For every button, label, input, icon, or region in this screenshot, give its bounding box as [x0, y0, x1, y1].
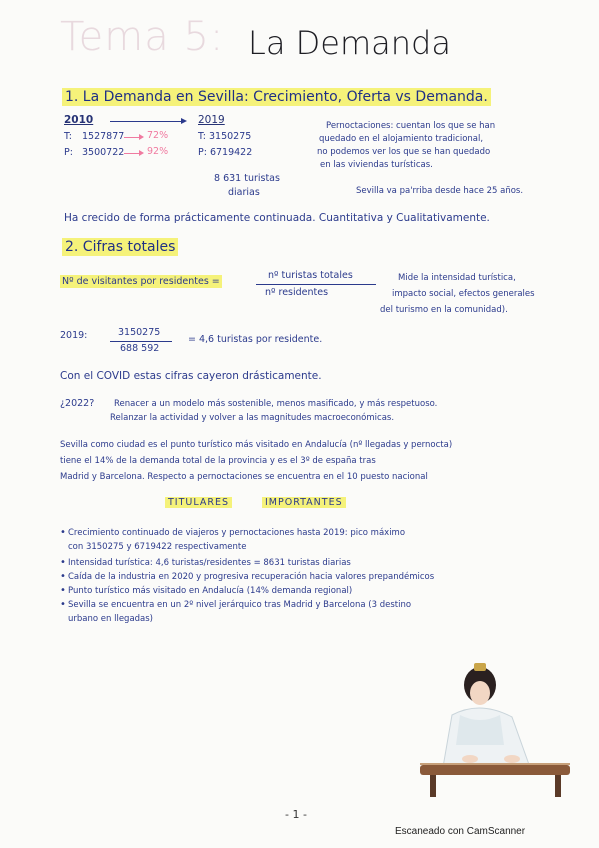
year-to: 2019 — [198, 114, 225, 126]
section2-heading: 2. Cifras totales — [62, 238, 178, 256]
formula-note-3: del turismo en la comunidad). — [380, 305, 508, 315]
bullet-dot: • — [60, 585, 66, 596]
page-title: La Demanda — [248, 24, 451, 62]
p-from: 3500722 — [82, 147, 125, 158]
t-pct: 72% — [147, 130, 169, 141]
year-from: 2010 — [64, 114, 94, 126]
calc-denominator: 688 592 — [120, 343, 160, 354]
calc-result: = 4,6 turistas por residente. — [188, 334, 323, 345]
p-label: P: — [64, 147, 73, 158]
p-arrow — [124, 153, 142, 154]
titular-item-cont: con 3150275 y 6719422 respectivamente — [68, 542, 247, 552]
note-line-1: Pernoctaciones: cuentan los que se han — [326, 121, 496, 131]
formula-note-1: Mide la intensidad turística, — [398, 273, 516, 283]
sevilla-line-3: Madrid y Barcelona. Respecto a pernoctaciones se encuentra en el 10 puesto nacional — [60, 472, 428, 482]
titulares-heading-b: IMPORTANTES — [262, 497, 346, 508]
table-leg — [555, 775, 561, 797]
title-topic: Tema 5: — [60, 14, 225, 60]
table-leg — [430, 775, 436, 797]
page-number: - 1 - — [285, 808, 307, 821]
q2022-line-1: Renacer a un modelo más sostenible, menos masificado, y más respetuoso. — [114, 399, 438, 409]
t-from: 1527877 — [82, 131, 125, 142]
formula-denominator: nº residentes — [265, 287, 329, 298]
note-line-2: quedado en el alojamiento tradicional, — [319, 134, 484, 144]
note-line-3: no podemos ver los que se han quedado — [317, 147, 491, 157]
titulares-heading-a: TITULARES — [165, 497, 232, 508]
crown-shape — [474, 663, 486, 671]
titular-item: Sevilla se encuentra en un 2º nivel jerárquico tras Madrid y Barcelona (3 destino — [68, 600, 412, 610]
formula-note-2: impacto social, efectos generales — [392, 289, 535, 299]
bullet-dot: • — [60, 557, 66, 568]
guqin-strings — [420, 763, 570, 765]
note-line-4: en las viviendas turísticas. — [320, 160, 433, 170]
bullet-dot: • — [60, 527, 66, 538]
q2022-line-2: Relanzar la actividad y volver a las magnitudes macroeconómicas. — [110, 413, 395, 423]
titular-item: Caída de la industria en 2020 y progresiva recuperación hacia valores prepandémicos — [68, 572, 435, 582]
calc-numerator: 3150275 — [118, 327, 161, 338]
covid-note: Con el COVID estas cifras cayeron drásticamente. — [60, 370, 322, 382]
musician-sticker-image — [400, 655, 599, 805]
formula-box — [58, 268, 380, 301]
sevilla-line-1: Sevilla como ciudad es el punto turístico más visitado en Andalucía (nº llegadas y pernocta) — [60, 440, 453, 450]
titular-item-cont: urbano en llegadas) — [68, 614, 153, 624]
turistas-diarias-1: 8 631 turistas — [214, 173, 280, 184]
titular-item: Intensidad turística: 4,6 turistas/residentes = 8631 turistas diarias — [68, 558, 351, 568]
titular-item: Crecimiento continuado de viajeros y pernoctaciones hasta 2019: pico máximo — [68, 528, 406, 538]
calc-year: 2019: — [60, 330, 88, 341]
calc-fraction-bar — [110, 341, 172, 342]
turistas-diarias-2: diarias — [228, 187, 260, 198]
t-label: T: — [64, 131, 72, 142]
q2022-label: ¿2022? — [60, 398, 95, 409]
hand-shape — [504, 755, 520, 763]
note-line-5: Sevilla va pa'rriba desde hace 25 años. — [356, 186, 524, 196]
t-to: T: 3150275 — [198, 131, 252, 142]
p-pct: 92% — [147, 146, 169, 157]
titular-item: Punto turístico más visitado en Andalucía (14% demanda regional) — [68, 586, 353, 596]
year-arrow — [110, 121, 185, 122]
formula-numerator: nº turistas totales — [268, 270, 353, 281]
section1-heading: 1. La Demanda en Sevilla: Crecimiento, Oferta vs Demanda. — [62, 88, 491, 106]
bullet-dot: • — [60, 599, 66, 610]
bullet-dot: • — [60, 571, 66, 582]
section1-summary: Ha crecido de forma prácticamente continuada. Cuantitativa y Cualitativamente. — [64, 212, 490, 224]
guqin-shape — [420, 765, 570, 775]
t-arrow — [124, 137, 142, 138]
scanner-watermark: Escaneado con CamScanner — [395, 826, 526, 837]
formula-left: Nº de visitantes por residentes = — [62, 276, 220, 287]
face-shape — [470, 681, 490, 705]
sevilla-line-2: tiene el 14% de la demanda total de la provincia y es el 3º de españa tras — [60, 456, 376, 466]
hand-shape — [462, 755, 478, 763]
p-to: P: 6719422 — [198, 147, 253, 158]
